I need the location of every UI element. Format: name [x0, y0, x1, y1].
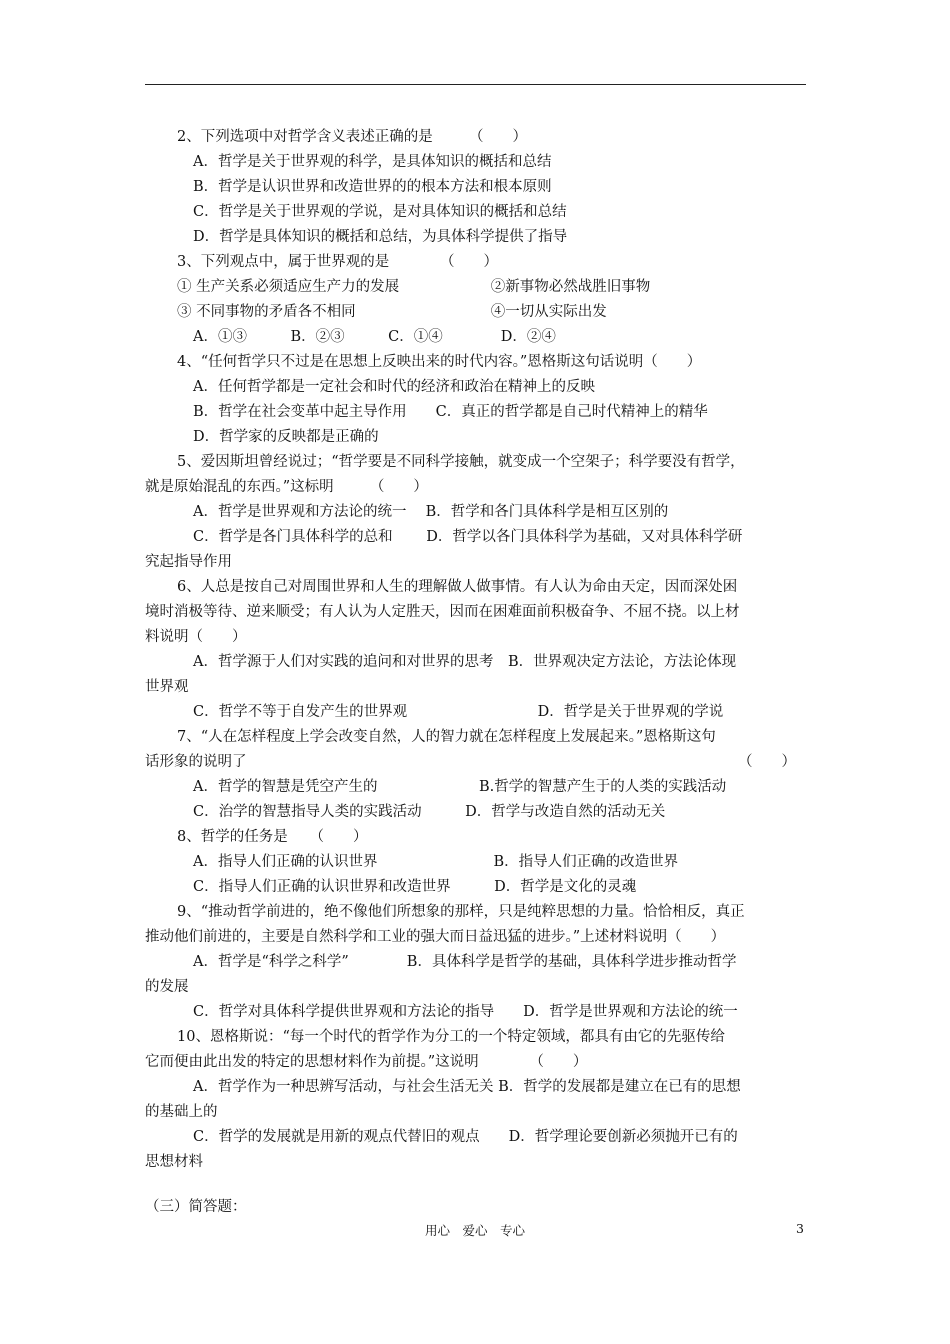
question-6-stem: 6、人总是按自己对周围世界和人生的理解做人做事情。有人认为命由天定，因而深处困	[177, 579, 738, 595]
q2-option-c: C．哲学是关于世界观的学说，是对具体知识的概括和总结	[193, 204, 567, 220]
q2-option-b: B．哲学是认识世界和改造世界的的根本方法和根本原则	[193, 179, 552, 195]
question-4-stem: 4、“任何哲学只不过是在思想上反映出来的时代内容。”恩格斯这句话说明（ ）	[177, 354, 702, 370]
q4-option-b-c: B．哲学在社会变革中起主导作用 C．真正的哲学都是自己时代精神上的精华	[193, 404, 708, 420]
q6-option-a-b: A．哲学源于人们对实践的追问和对世界的思考 B．世界观决定方法论，方法论体现	[193, 654, 737, 670]
section-heading-short-answer: （三）简答题：	[145, 1199, 247, 1215]
question-3-stem: 3、下列观点中，属于世界观的是 （ ）	[177, 254, 498, 270]
question-7-stem-cont: 话形象的说明了	[145, 754, 247, 770]
question-6-stem-cont: 境时消极等待、逆来顺受；有人认为人定胜天，因而在困难面前积极奋争、不屈不挠。以上材	[145, 604, 740, 620]
question-5-stem-cont: 就是原始混乱的东西。”这标明 （ ）	[145, 479, 428, 495]
header-rule	[145, 84, 806, 85]
question-9-stem: 9、“推动哲学前进的，绝不像他们所想象的那样，只是纯粹思想的力量。恰恰相反，真正	[177, 904, 745, 920]
q2-option-a: A．哲学是关于世界观的科学，是具体知识的概括和总结	[193, 154, 552, 170]
question-5-stem: 5、爱因斯坦曾经说过；“哲学要是不同科学接触，就变成一个空架子；科学要没有哲学，	[177, 454, 745, 470]
q9-option-a-b: A．哲学是“科学之科学” B．具体科学是哲学的基础，具体科学进步推动哲学	[193, 954, 737, 970]
question-6-stem-end: 料说明（ ）	[145, 629, 247, 645]
q10-option-b-cont: 的基础上的	[145, 1104, 218, 1120]
q7-option-a-b: A．哲学的智慧是凭空产生的 B.哲学的智慧产生于的人类的实践活动	[193, 779, 727, 795]
q5-option-a-b: A．哲学是世界观和方法论的统一 B．哲学和各门具体科学是相互区别的	[193, 504, 669, 520]
question-10-stem-cont: 它而便由此出发的特定的思想材料作为前提。”这说明 （ ）	[145, 1054, 588, 1070]
question-7-stem: 7、“人在怎样程度上学会改变自然，人的智力就在怎样程度上发展起来。”恩格斯这句	[177, 729, 716, 745]
q7-answer-blank: （ ）	[738, 754, 796, 770]
q8-option-c-d: C．指导人们正确的认识世界和改造世界 D．哲学是文化的灵魂	[193, 879, 637, 895]
q9-option-c-d: C．哲学对具体科学提供世界观和方法论的指导 D．哲学是世界观和方法论的统一	[193, 1004, 738, 1020]
q9-option-b-cont: 的发展	[145, 979, 189, 995]
q3-statements-1-2: ① 生产关系必须适应生产力的发展 ②新事物必然战胜旧事物	[177, 279, 651, 295]
q5-option-d-cont: 究起指导作用	[145, 554, 232, 570]
q7-option-c-d: C．治学的智慧指导人类的实践活动 D．哲学与改造自然的活动无关	[193, 804, 666, 820]
q10-option-d-cont: 思想材料	[145, 1154, 203, 1170]
q6-option-b-cont: 世界观	[145, 679, 189, 695]
q6-option-c-d: C．哲学不等于自发产生的世界观 D．哲学是关于世界观的学说	[193, 704, 724, 720]
q3-options: A．①③ B．②③ C．①④ D．②④	[193, 329, 556, 345]
page-footer: 用心 爱心 专心	[424, 1223, 525, 1238]
q4-option-a: A．任何哲学都是一定社会和时代的经济和政治在精神上的反映	[193, 379, 595, 395]
q10-option-a-b: A．哲学作为一种思辨写活动，与社会生活无关 B．哲学的发展都是建立在已有的思想	[193, 1079, 741, 1095]
question-9-stem-cont: 推动他们前进的，主要是自然科学和工业的强大而日益迅猛的进步。”上述材料说明（ ）	[145, 929, 726, 945]
question-10-stem: 10、恩格斯说：“每一个时代的哲学作为分工的一个特定领域，都具有由它的先驱传给	[177, 1029, 725, 1045]
q8-option-a-b: A．指导人们正确的认识世界 B．指导人们正确的改造世界	[193, 854, 679, 870]
question-8-stem: 8、哲学的任务是 （ ）	[177, 829, 368, 845]
q4-option-d: D．哲学家的反映都是正确的	[193, 429, 379, 445]
q2-option-d: D．哲学是具体知识的概括和总结，为具体科学提供了指导	[193, 229, 568, 245]
q5-option-c-d: C．哲学是各门具体科学的总和 D．哲学以各门具体科学为基础，又对具体科学研	[193, 529, 743, 545]
question-2-stem: 2、下列选项中对哲学含义表述正确的是 （ ）	[177, 129, 527, 145]
q10-option-c-d: C．哲学的发展就是用新的观点代替旧的观点 D．哲学理论要创新必须抛开已有的	[193, 1129, 738, 1145]
page-number: 3	[796, 1221, 804, 1236]
q3-statements-3-4: ③ 不同事物的矛盾各不相同 ④一切从实际出发	[177, 304, 607, 320]
